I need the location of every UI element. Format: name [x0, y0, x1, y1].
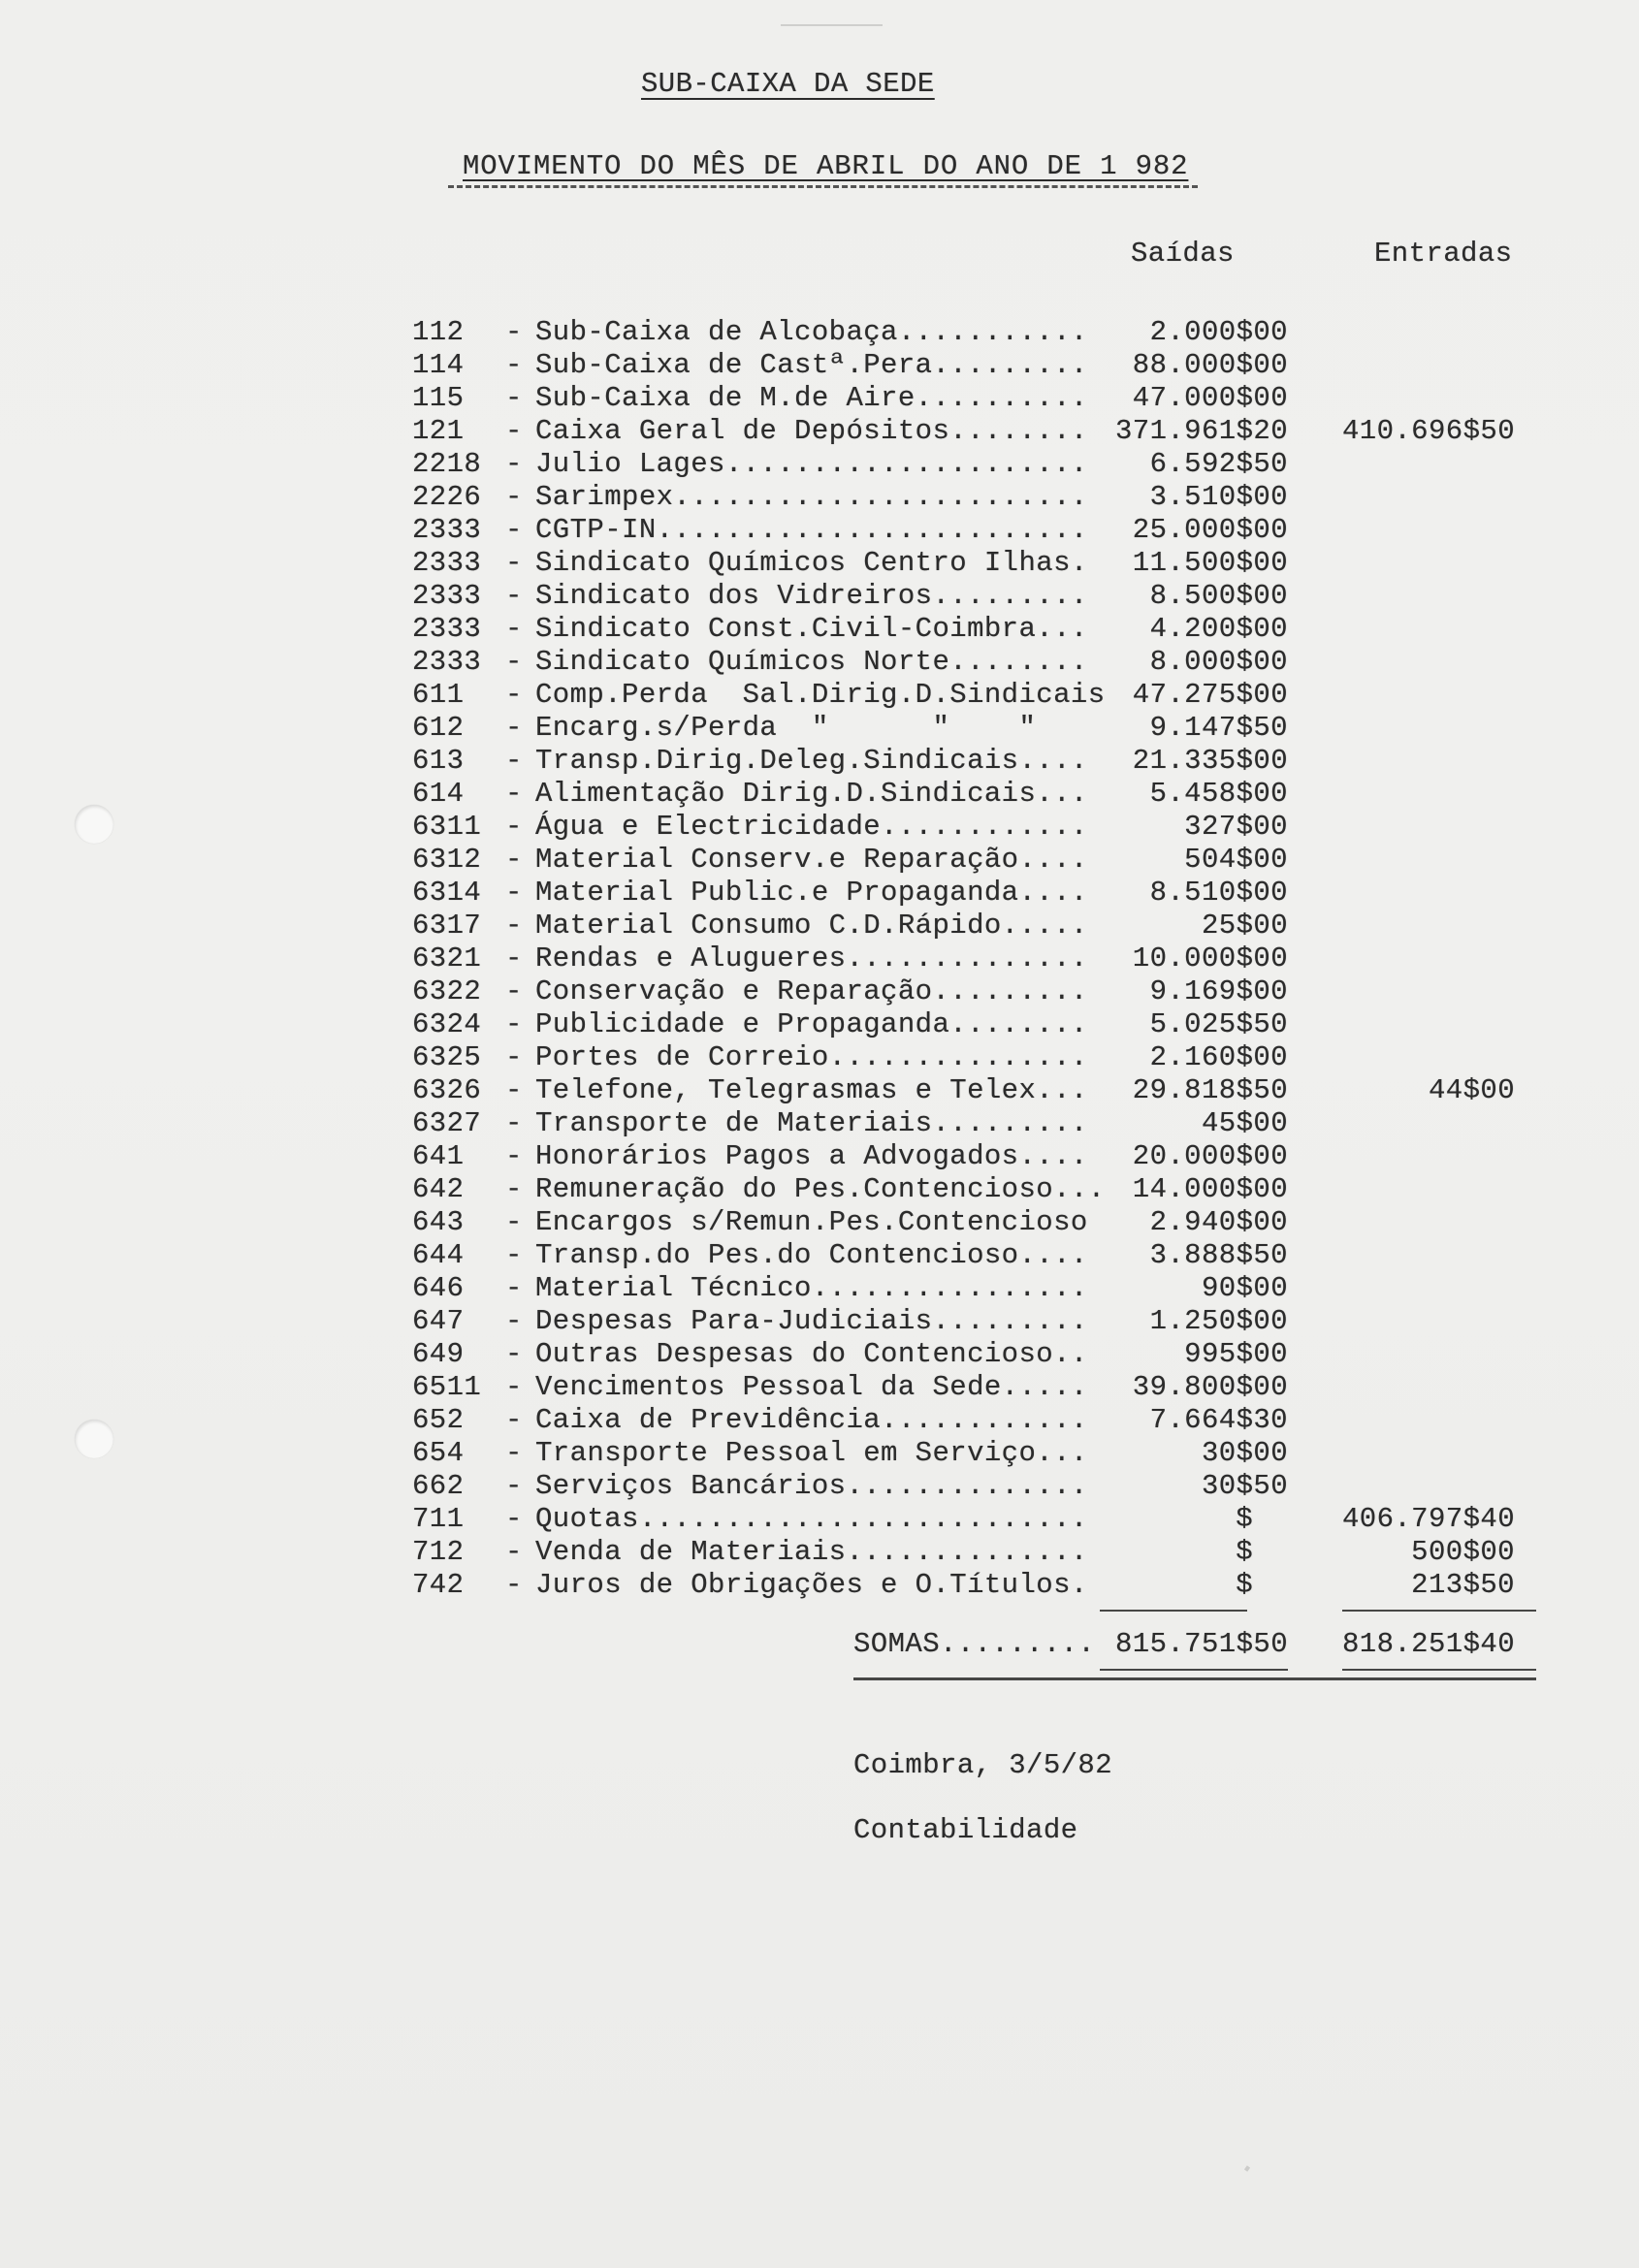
signature-department: Contabilidade: [853, 1814, 1078, 1846]
saidas-amount: 3.510$00: [1149, 481, 1288, 513]
ledger-row: [412, 1338, 1537, 1371]
punch-hole: [75, 805, 113, 844]
ledger-row: [412, 580, 1537, 613]
account-code: 112: [412, 316, 465, 348]
row-separator: -: [505, 415, 523, 447]
account-description: Conservação e Reparação.........: [535, 975, 1088, 1007]
saidas-amount: 7.664$30: [1149, 1404, 1288, 1436]
column-header-saidas: Saídas: [1131, 238, 1235, 270]
saidas-amount: 47.275$00: [1132, 679, 1288, 711]
saidas-amount: 11.500$00: [1132, 547, 1288, 579]
row-separator: -: [505, 1140, 523, 1172]
saidas-amount: 21.335$00: [1132, 745, 1288, 777]
ledger-row: [412, 745, 1537, 778]
account-code: 642: [412, 1173, 465, 1205]
saidas-amount: $: [1236, 1569, 1253, 1601]
account-description: Sindicato Const.Civil-Coimbra...: [535, 613, 1088, 645]
account-code: 6327: [412, 1107, 482, 1139]
account-description: Juros de Obrigações e O.Títulos.: [535, 1569, 1088, 1601]
account-code: 6317: [412, 910, 482, 942]
saidas-amount: 8.000$00: [1149, 646, 1288, 678]
ledger-row: [412, 1140, 1537, 1173]
account-description: Despesas Para-Judiciais.........: [535, 1305, 1088, 1337]
ledger-row: [412, 1536, 1537, 1569]
account-code: 6312: [412, 844, 482, 876]
account-code: 654: [412, 1437, 465, 1469]
ledger-row: [412, 448, 1537, 481]
row-separator: -: [505, 1239, 523, 1271]
account-code: 649: [412, 1338, 465, 1370]
account-description: Encargos s/Remun.Pes.Contencioso: [535, 1206, 1088, 1238]
account-description: Alimentação Dirig.D.Sindicais...: [535, 778, 1088, 810]
account-code: 643: [412, 1206, 465, 1238]
account-code: 121: [412, 415, 465, 447]
saidas-amount: 1.250$00: [1149, 1305, 1288, 1337]
account-description: Vencimentos Pessoal da Sede.....: [535, 1371, 1088, 1403]
account-code: 662: [412, 1470, 465, 1502]
saidas-amount: 9.169$00: [1149, 975, 1288, 1007]
row-separator: -: [505, 580, 523, 612]
sum-rule-saidas: [1100, 1610, 1247, 1612]
saidas-amount: 995$00: [1184, 1338, 1288, 1370]
place-and-date: Coimbra, 3/5/82: [853, 1749, 1113, 1781]
account-description: Encarg.s/Perda " " ": [535, 712, 1037, 744]
ledger-table: [412, 316, 1537, 1602]
entradas-amount: 410.696$50: [1341, 415, 1515, 447]
ledger-row: [412, 910, 1537, 942]
account-description: Transp.do Pes.do Contencioso....: [535, 1239, 1088, 1271]
ledger-row: [412, 1173, 1537, 1206]
account-code: 611: [412, 679, 465, 711]
account-code: 613: [412, 745, 465, 777]
account-code: 6322: [412, 975, 482, 1007]
account-code: 612: [412, 712, 465, 744]
account-code: 6324: [412, 1008, 482, 1040]
saidas-amount: 8.500$00: [1149, 580, 1288, 612]
account-description: Material Conserv.e Reparação....: [535, 844, 1088, 876]
saidas-amount: 25$00: [1201, 910, 1288, 942]
saidas-amount: 4.200$00: [1149, 613, 1288, 645]
row-separator: -: [505, 745, 523, 777]
ledger-row: [412, 1041, 1537, 1074]
row-separator: -: [505, 1074, 523, 1106]
row-separator: -: [505, 679, 523, 711]
row-separator: -: [505, 1404, 523, 1436]
saidas-amount: 327$00: [1184, 811, 1288, 843]
saidas-amount: 88.000$00: [1132, 349, 1288, 381]
account-description: Telefone, Telegrasmas e Telex...: [535, 1074, 1088, 1106]
scan-mark: [781, 24, 883, 26]
account-code: 2333: [412, 580, 482, 612]
ledger-row: [412, 1107, 1537, 1140]
account-code: 2218: [412, 448, 482, 480]
row-separator: -: [505, 1206, 523, 1238]
account-code: 641: [412, 1140, 465, 1172]
entradas-amount: 44$00: [1428, 1074, 1515, 1106]
account-code: 6511: [412, 1371, 482, 1403]
saidas-amount: 90$00: [1201, 1272, 1288, 1304]
account-description: Portes de Correio...............: [535, 1041, 1088, 1073]
ledger-row: [412, 1305, 1537, 1338]
account-description: Sub-Caixa de M.de Aire..........: [535, 382, 1088, 414]
ledger-row: [412, 481, 1537, 514]
ledger-row: [412, 613, 1537, 646]
saidas-amount: 20.000$00: [1132, 1140, 1288, 1172]
row-separator: -: [505, 910, 523, 942]
row-separator: -: [505, 448, 523, 480]
total-double-rule-entradas: [1342, 1669, 1536, 1671]
saidas-amount: 8.510$00: [1149, 877, 1288, 909]
account-description: Honorários Pagos a Advogados....: [535, 1140, 1088, 1172]
ledger-row: [412, 1470, 1537, 1503]
account-description: Serviços Bancários..............: [535, 1470, 1088, 1502]
account-description: Sindicato dos Vidreiros.........: [535, 580, 1088, 612]
row-separator: -: [505, 1470, 523, 1502]
account-description: Rendas e Alugueres..............: [535, 942, 1088, 974]
row-separator: -: [505, 1272, 523, 1304]
account-code: 114: [412, 349, 465, 381]
account-code: 652: [412, 1404, 465, 1436]
ledger-row: [412, 1008, 1537, 1041]
ledger-row: [412, 514, 1537, 547]
ledger-row: [412, 316, 1537, 349]
ledger-row: [412, 1404, 1537, 1437]
document-subtitle: MOVIMENTO DO MÊS DE ABRIL DO ANO DE 1 982: [463, 150, 1189, 182]
ledger-row: [412, 1206, 1537, 1239]
document-title: SUB-CAIXA DA SEDE: [641, 68, 935, 100]
ledger-row: [412, 975, 1537, 1008]
account-code: 647: [412, 1305, 465, 1337]
ledger-row: [412, 547, 1537, 580]
row-separator: -: [505, 778, 523, 810]
account-description: Sindicato Químicos Norte........: [535, 646, 1088, 678]
account-description: Caixa Geral de Depósitos........: [535, 415, 1088, 447]
ledger-row: [412, 811, 1537, 844]
saidas-amount: 371.961$20: [1114, 415, 1288, 447]
saidas-amount: 2.940$00: [1149, 1206, 1288, 1238]
ledger-row: [412, 1569, 1537, 1602]
totals-saidas: 815.751$50: [1114, 1628, 1288, 1660]
account-code: 646: [412, 1272, 465, 1304]
entradas-amount: 406.797$40: [1341, 1503, 1515, 1535]
row-separator: -: [505, 1008, 523, 1040]
account-code: 2226: [412, 481, 482, 513]
scan-mark: [1244, 2165, 1250, 2171]
ledger-row: [412, 1371, 1537, 1404]
account-code: 6314: [412, 877, 482, 909]
row-separator: -: [505, 712, 523, 744]
sum-rule-entradas: [1342, 1610, 1536, 1612]
account-code: 644: [412, 1239, 465, 1271]
account-description: Transporte Pessoal em Serviço...: [535, 1437, 1088, 1469]
saidas-amount: 25.000$00: [1132, 514, 1288, 546]
row-separator: -: [505, 481, 523, 513]
row-separator: -: [505, 1569, 523, 1601]
account-description: Quotas..........................: [535, 1503, 1088, 1535]
ledger-row: [412, 1437, 1537, 1470]
account-description: Material Public.e Propaganda....: [535, 877, 1088, 909]
saidas-amount: 29.818$50: [1132, 1074, 1288, 1106]
total-double-rule-saidas: [1100, 1669, 1288, 1671]
account-code: 2333: [412, 514, 482, 546]
account-code: 6325: [412, 1041, 482, 1073]
subtitle-underline-dashes: [448, 185, 1198, 188]
row-separator: -: [505, 547, 523, 579]
totals-entradas: 818.251$40: [1341, 1628, 1515, 1660]
ledger-row: [412, 415, 1537, 448]
account-description: Transp.Dirig.Deleg.Sindicais....: [535, 745, 1088, 777]
ledger-row: [412, 942, 1537, 975]
row-separator: -: [505, 877, 523, 909]
account-code: 2333: [412, 646, 482, 678]
row-separator: -: [505, 975, 523, 1007]
ledger-row: [412, 646, 1537, 679]
ledger-row: [412, 349, 1537, 382]
ledger-row: [412, 679, 1537, 712]
row-separator: -: [505, 514, 523, 546]
row-separator: -: [505, 613, 523, 645]
saidas-amount: 5.458$00: [1149, 778, 1288, 810]
row-separator: -: [505, 1371, 523, 1403]
account-description: Venda de Materiais..............: [535, 1536, 1088, 1568]
account-description: Caixa de Previdência............: [535, 1404, 1088, 1436]
row-separator: -: [505, 382, 523, 414]
ledger-row: [412, 712, 1537, 745]
saidas-amount: 2.160$00: [1149, 1041, 1288, 1073]
row-separator: -: [505, 1437, 523, 1469]
account-code: 614: [412, 778, 465, 810]
saidas-amount: $: [1236, 1536, 1253, 1568]
account-code: 2333: [412, 547, 482, 579]
account-description: Material Consumo C.D.Rápido.....: [535, 910, 1088, 942]
ledger-row: [412, 778, 1537, 811]
account-code: 115: [412, 382, 465, 414]
row-separator: -: [505, 811, 523, 843]
saidas-amount: 5.025$50: [1149, 1008, 1288, 1040]
column-header-entradas: Entradas: [1374, 238, 1513, 270]
account-description: Comp.Perda Sal.Dirig.D.Sindicais: [535, 679, 1106, 711]
saidas-amount: 30$50: [1201, 1470, 1288, 1502]
row-separator: -: [505, 1338, 523, 1370]
account-description: Água e Electricidade............: [535, 811, 1088, 843]
account-description: Publicidade e Propaganda........: [535, 1008, 1088, 1040]
ledger-row: [412, 1503, 1537, 1536]
saidas-amount: 9.147$50: [1149, 712, 1288, 744]
row-separator: -: [505, 1536, 523, 1568]
account-code: 6311: [412, 811, 482, 843]
ledger-row: [412, 1239, 1537, 1272]
account-description: CGTP-IN.........................: [535, 514, 1088, 546]
saidas-amount: 30$00: [1201, 1437, 1288, 1469]
ledger-row: [412, 844, 1537, 877]
entradas-amount: 500$00: [1411, 1536, 1515, 1568]
account-description: Remuneração do Pes.Contencioso...: [535, 1173, 1106, 1205]
totals-label: SOMAS.........: [853, 1628, 1096, 1660]
saidas-amount: 14.000$00: [1132, 1173, 1288, 1205]
account-code: 742: [412, 1569, 465, 1601]
row-separator: -: [505, 316, 523, 348]
account-code: 2333: [412, 613, 482, 645]
ledger-row: [412, 382, 1537, 415]
row-separator: -: [505, 1305, 523, 1337]
saidas-amount: 10.000$00: [1132, 942, 1288, 974]
account-code: 712: [412, 1536, 465, 1568]
account-description: Outras Despesas do Contencioso..: [535, 1338, 1088, 1370]
account-code: 711: [412, 1503, 465, 1535]
saidas-amount: 39.800$00: [1132, 1371, 1288, 1403]
row-separator: -: [505, 942, 523, 974]
row-separator: -: [505, 1041, 523, 1073]
entradas-amount: 213$50: [1411, 1569, 1515, 1601]
account-description: Material Técnico................: [535, 1272, 1088, 1304]
saidas-amount: 47.000$00: [1132, 382, 1288, 414]
row-separator: -: [505, 844, 523, 876]
saidas-amount: 45$00: [1201, 1107, 1288, 1139]
row-separator: -: [505, 1107, 523, 1139]
total-long-rule: [853, 1677, 1536, 1680]
account-code: 6321: [412, 942, 482, 974]
row-separator: -: [505, 1173, 523, 1205]
account-code: 6326: [412, 1074, 482, 1106]
row-separator: -: [505, 1503, 523, 1535]
saidas-amount: $: [1236, 1503, 1253, 1535]
row-separator: -: [505, 349, 523, 381]
account-description: Julio Lages.....................: [535, 448, 1088, 480]
ledger-row: [412, 1272, 1537, 1305]
saidas-amount: 6.592$50: [1149, 448, 1288, 480]
ledger-row: [412, 1074, 1537, 1107]
saidas-amount: 504$00: [1184, 844, 1288, 876]
saidas-amount: 2.000$00: [1149, 316, 1288, 348]
row-separator: -: [505, 646, 523, 678]
punch-hole: [75, 1420, 113, 1458]
account-description: Sarimpex........................: [535, 481, 1088, 513]
account-description: Sub-Caixa de Castª.Pera.........: [535, 349, 1088, 381]
ledger-row: [412, 877, 1537, 910]
account-description: Sindicato Químicos Centro Ilhas.: [535, 547, 1088, 579]
account-description: Transporte de Materiais.........: [535, 1107, 1088, 1139]
saidas-amount: 3.888$50: [1149, 1239, 1288, 1271]
account-description: Sub-Caixa de Alcobaça...........: [535, 316, 1088, 348]
